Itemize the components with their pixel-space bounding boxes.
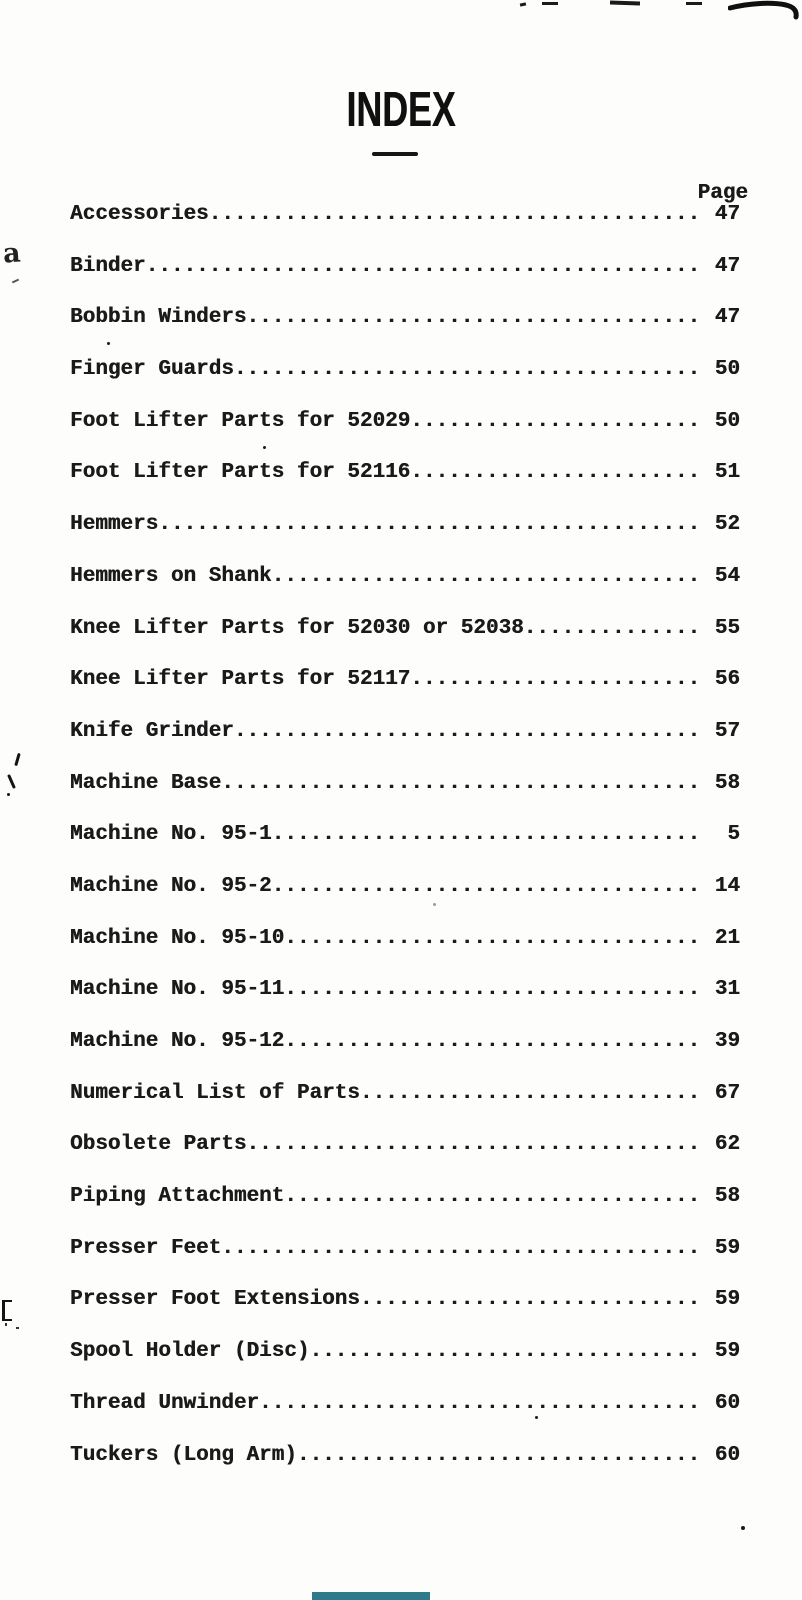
index-entry-row — [70, 566, 740, 618]
index-entry-page: 59 — [714, 1340, 740, 1364]
index-entry-page: 14 — [714, 874, 740, 898]
index-entry-page: 57 — [714, 719, 740, 743]
index-entry-page: 58 — [714, 1185, 740, 1209]
index-entry-page: 54 — [714, 564, 740, 588]
index-entry-row — [70, 669, 740, 721]
title-divider — [372, 152, 418, 156]
scan-speck — [12, 279, 19, 284]
scan-speck — [263, 446, 266, 449]
scan-speck — [610, 0, 640, 5]
index-entry-page: 60 — [714, 1443, 740, 1467]
index-entry-row — [70, 1289, 740, 1341]
scan-speck — [7, 774, 16, 789]
index-entry-page: 59 — [714, 1236, 740, 1260]
index-entry-label: Bobbin Winders.................................... — [70, 306, 701, 330]
index-entry-row — [70, 307, 740, 359]
index-entry-label: Obsolete Parts.................................... — [70, 1133, 701, 1157]
index-entry-row — [70, 1083, 740, 1135]
index-entry-page: 5 — [727, 823, 740, 847]
index-entry-page: 51 — [714, 461, 740, 485]
scan-speck — [14, 753, 20, 766]
index-entry-label: Spool Holder (Disc)............................... — [70, 1340, 701, 1364]
index-entry-label: Machine No. 95-11................................. — [70, 978, 701, 1002]
index-entry-page: 56 — [714, 668, 740, 692]
page-column-header: Page — [697, 182, 748, 205]
index-entry-row — [70, 876, 740, 928]
scan-speck — [5, 1323, 7, 1326]
index-entry-label: Tuckers (Long Arm)................................ — [70, 1443, 701, 1467]
index-entry-page: 67 — [714, 1081, 740, 1105]
index-entry-label: Foot Lifter Parts for 52029....................... — [70, 409, 701, 433]
scan-speck — [520, 2, 526, 6]
index-entry-row — [70, 1445, 740, 1497]
index-entry-label: Hemmers on Shank.................................. — [70, 564, 701, 588]
index-entry-page: 50 — [714, 409, 740, 433]
index-entry-row — [70, 618, 740, 670]
index-entry-page: 58 — [714, 771, 740, 795]
index-entry-page: 52 — [714, 513, 740, 537]
index-entry-row — [70, 824, 740, 876]
index-entry-page: 59 — [714, 1288, 740, 1312]
index-entry-label: Thread Unwinder................................... — [70, 1391, 701, 1415]
index-entry-row — [70, 979, 740, 1031]
index-entry-label: Foot Lifter Parts for 52116....................... — [70, 461, 701, 485]
index-entry-label: Machine No. 95-12................................. — [70, 1030, 701, 1053]
index-entry-row — [70, 1134, 740, 1186]
index-entry-page: 50 — [714, 358, 740, 382]
scan-speck — [433, 903, 436, 906]
index-entry-row — [70, 204, 740, 256]
index-entry-row — [70, 514, 740, 566]
scan-speck — [741, 1526, 745, 1530]
index-entry-label: Knee Lifter Parts for 52030 or 52038.............. — [70, 616, 701, 640]
index-entry-row — [70, 359, 740, 411]
page-curl-mark — [728, 0, 802, 20]
index-entry-row — [70, 1393, 740, 1445]
index-entry-page: 31 — [714, 978, 740, 1002]
index-entry-page: 21 — [714, 926, 740, 950]
index-entry-row — [70, 1186, 740, 1238]
index-entry-label: Knee Lifter Parts for 52117....................... — [70, 668, 701, 692]
index-entry-row — [70, 928, 740, 980]
index-entry-page: 39 — [714, 1030, 740, 1053]
margin-glyph: a — [1, 237, 22, 270]
index-entry-label: Presser Foot Extensions........................... — [70, 1288, 701, 1312]
index-entry-label: Machine No. 95-2.................................. — [70, 874, 701, 898]
scan-speck — [16, 1327, 19, 1329]
index-entry-label: Numerical List of Parts........................... — [70, 1081, 701, 1105]
index-entry-row — [70, 1341, 740, 1393]
index-entry-page: 60 — [714, 1391, 740, 1415]
scan-speck — [107, 342, 110, 345]
index-entry-label: Machine Base...................................... — [70, 771, 701, 795]
index-entry-label: Accessories....................................... — [70, 203, 701, 226]
footer-color-bar — [312, 1592, 430, 1600]
index-list — [70, 204, 740, 1496]
index-entry-label: Hemmers........................................... — [70, 513, 701, 537]
index-entry-label: Finger Guards..................................... — [70, 358, 701, 382]
scan-speck — [686, 2, 702, 5]
index-entry-row — [70, 773, 740, 825]
scan-speck — [542, 2, 558, 5]
index-entry-page: 62 — [714, 1133, 740, 1157]
scan-speck — [2, 1300, 12, 1321]
index-entry-label: Machine No. 95-1.................................. — [70, 823, 701, 847]
index-entry-row — [70, 256, 740, 308]
index-entry-label: Machine No. 95-10................................. — [70, 926, 701, 950]
index-entry-page: 47 — [714, 306, 740, 330]
index-entry-row — [70, 1031, 740, 1083]
scan-speck — [7, 793, 10, 796]
index-entry-row — [70, 411, 740, 463]
index-entry-row — [70, 721, 740, 773]
index-entry-page: 47 — [714, 203, 740, 226]
index-entry-page: 47 — [714, 254, 740, 278]
index-entry-label: Knife Grinder..................................... — [70, 719, 701, 743]
scan-speck — [535, 1416, 538, 1419]
index-entry-label: Piping Attachment................................. — [70, 1185, 701, 1209]
index-entry-label: Presser Feet...................................... — [70, 1236, 701, 1260]
index-entry-label: Binder............................................ — [70, 254, 701, 278]
index-entry-page: 55 — [714, 616, 740, 640]
page-title: INDEX — [346, 83, 456, 137]
index-entry-row — [70, 1238, 740, 1290]
index-entry-row — [70, 462, 740, 514]
